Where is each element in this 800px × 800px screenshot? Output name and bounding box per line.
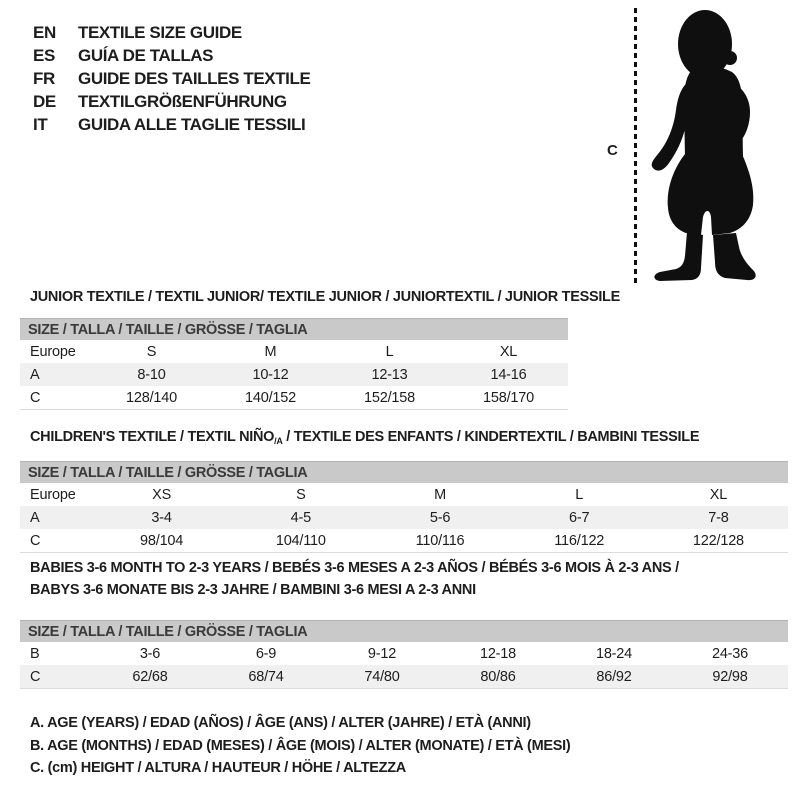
language-code: DE xyxy=(33,91,56,111)
size-value: 7-8 xyxy=(708,509,729,526)
section-title-babies xyxy=(30,558,679,601)
language-row xyxy=(33,44,310,67)
size-value: 12-13 xyxy=(371,366,408,383)
table-row xyxy=(20,665,788,688)
size-value: L xyxy=(385,343,394,360)
size-value: 18-24 xyxy=(595,645,633,662)
size-value: 86/92 xyxy=(596,668,632,685)
table-row xyxy=(20,363,568,386)
language-row xyxy=(33,90,310,113)
language-title-list xyxy=(33,21,310,136)
size-value: 98/104 xyxy=(140,532,184,549)
footnote-c: C. (cm) HEIGHT / ALTURA / HAUTEUR / HÖHE / ALTEZZA xyxy=(30,760,406,776)
size-value: 6-7 xyxy=(569,509,590,526)
language-title: GUIDE DES TAILLES TEXTILE xyxy=(78,68,311,88)
row-label: Europe xyxy=(30,343,76,360)
size-value: M xyxy=(264,343,277,360)
language-row xyxy=(33,21,310,44)
section-title-line: BABYS 3-6 MONATE BIS 2-3 JAHRE / BAMBINI 3-6 MESI A 2-3 ANNI xyxy=(30,581,476,598)
language-code: IT xyxy=(33,114,48,134)
size-value: 116/122 xyxy=(554,532,605,549)
size-value: 3-4 xyxy=(151,509,172,526)
size-value: XL xyxy=(709,486,728,503)
footnote-b: B. AGE (MONTHS) / EDAD (MESES) / ÂGE (MOIS) / ALTER (MONATE) / ETÀ (MESI) xyxy=(30,737,571,754)
size-value: 24-36 xyxy=(711,645,749,662)
language-code: FR xyxy=(33,68,55,88)
children-size-table xyxy=(20,461,788,553)
language-title: TEXTILGRÖßENFÜHRUNG xyxy=(78,91,287,111)
size-value: 8-10 xyxy=(137,366,166,383)
row-label: B xyxy=(30,645,40,662)
row-label: Europe xyxy=(30,486,76,503)
size-value: 140/152 xyxy=(244,389,296,406)
size-value: 5-6 xyxy=(429,509,451,526)
table-row xyxy=(20,340,568,363)
section-title-children xyxy=(30,429,699,445)
size-value: S xyxy=(296,486,306,503)
size-value: 122/128 xyxy=(692,532,744,549)
section-title-subscript: /A xyxy=(274,436,283,446)
size-value: 158/170 xyxy=(482,389,534,406)
size-value: XL xyxy=(499,343,518,360)
language-row xyxy=(33,67,310,90)
toddler-silhouette xyxy=(644,6,766,284)
size-header-band: SIZE / TALLA / TAILLE / GRÖSSE / TAGLIA xyxy=(20,318,568,340)
row-label: C xyxy=(30,668,41,685)
language-title: TEXTILE SIZE GUIDE xyxy=(78,22,242,42)
footnote-a: A. AGE (YEARS) / EDAD (AÑOS) / ÂGE (ANS) / ALTER (JAHRE) / ETÀ (ANNI) xyxy=(30,715,531,731)
size-value: 152/158 xyxy=(363,389,415,406)
language-title: GUÍA DE TALLAS xyxy=(78,45,214,65)
size-value: 3-6 xyxy=(139,645,161,662)
section-title-line: BABIES 3-6 MONTH TO 2-3 YEARS / BEBÉS 3-6 MESES A 2-3 AÑOS / BÉBÉS 3-6 MOIS À 2-3 ANS / xyxy=(30,560,679,576)
section-title-text: / TEXTILE DES ENFANTS / KINDERTEXTIL / BAMBINI TESSILE xyxy=(282,429,700,445)
babies-size-table xyxy=(20,620,788,689)
size-value: 92/98 xyxy=(712,668,748,685)
section-title-junior: JUNIOR TEXTILE / TEXTIL JUNIOR/ TEXTILE JUNIOR / JUNIORTEXTIL / JUNIOR TESSILE xyxy=(30,289,620,305)
junior-size-table xyxy=(20,318,568,410)
size-header-band: SIZE / TALLA / TAILLE / GRÖSSE / TAGLIA xyxy=(20,461,788,483)
size-value: 68/74 xyxy=(248,668,284,685)
size-value: S xyxy=(146,343,157,360)
table-row xyxy=(20,506,788,529)
size-value: M xyxy=(434,486,446,503)
size-value: 14-16 xyxy=(490,366,527,383)
size-value: 9-12 xyxy=(367,645,397,662)
size-value: 104/110 xyxy=(275,532,326,549)
footnote-list xyxy=(30,712,570,780)
size-value: 62/68 xyxy=(132,668,168,685)
size-value: XS xyxy=(152,486,172,503)
height-measure-label: C xyxy=(607,142,618,159)
row-label: C xyxy=(30,532,41,549)
row-label: A xyxy=(30,366,40,383)
size-value: 12-18 xyxy=(479,645,517,662)
height-measure-dashed-line xyxy=(634,8,637,284)
table-row xyxy=(20,529,788,552)
size-value: 10-12 xyxy=(252,366,289,383)
size-value: 80/86 xyxy=(480,668,516,685)
size-value: 4-5 xyxy=(290,509,311,526)
table-row xyxy=(20,642,788,665)
row-label: C xyxy=(30,389,41,406)
row-label: A xyxy=(30,509,40,526)
size-value: 128/140 xyxy=(125,389,177,406)
size-value: L xyxy=(575,486,584,503)
table-row xyxy=(20,386,568,409)
language-row xyxy=(33,113,310,136)
language-code: EN xyxy=(33,22,56,42)
size-value: 74/80 xyxy=(364,668,400,685)
size-value: 110/116 xyxy=(415,532,465,549)
table-row xyxy=(20,483,788,506)
section-title-text: CHILDREN'S TEXTILE / TEXTIL NIÑO xyxy=(30,429,275,445)
size-header-band: SIZE / TALLA / TAILLE / GRÖSSE / TAGLIA xyxy=(20,620,788,642)
size-value: 6-9 xyxy=(255,645,277,662)
language-title: GUIDA ALLE TAGLIE TESSILI xyxy=(78,114,306,134)
language-code: ES xyxy=(33,45,55,65)
